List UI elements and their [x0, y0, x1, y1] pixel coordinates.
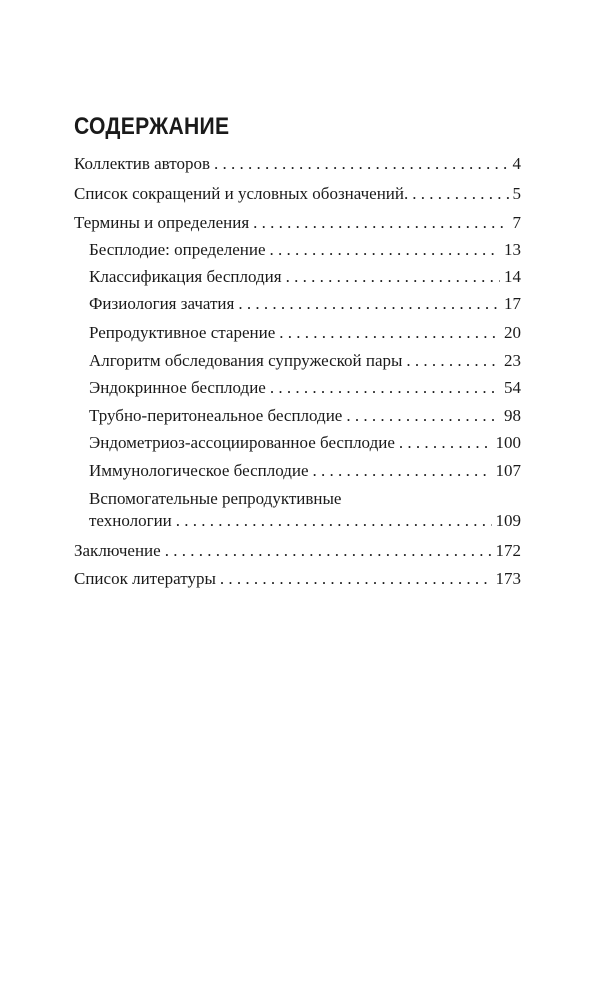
toc-subentry[interactable] [89, 432, 521, 454]
toc-title: СОДЕРЖАНИЕ [74, 113, 230, 140]
toc-entry-label: Классификация бесплодия [89, 267, 282, 286]
toc-entry-label: Список сокращений и условных обозначений. [74, 184, 409, 203]
toc-subentry[interactable] [89, 405, 521, 427]
toc-entry-page: 98 [504, 406, 521, 425]
toc-entry-row [89, 510, 521, 532]
toc-entry-page: 5 [512, 184, 521, 203]
toc-entry-label: Иммунологическое бесплодие [89, 461, 309, 480]
dot-leader [346, 405, 500, 427]
toc-entry-label: Трубно-перитонеальное бесплодие [89, 406, 343, 425]
dot-leader [176, 510, 492, 532]
toc-entry[interactable] [74, 153, 521, 175]
toc-entry[interactable] [74, 568, 521, 590]
toc-entry-label: Алгоритм обследования супружеской пары [89, 351, 403, 370]
dot-leader [286, 266, 500, 288]
toc-subentry[interactable] [89, 350, 521, 372]
toc-subentry[interactable] [89, 239, 521, 261]
toc-entry-page: 14 [504, 267, 521, 286]
toc-entry-page: 13 [504, 240, 521, 259]
toc-entry-page: 54 [504, 378, 521, 397]
dot-leader [270, 377, 500, 399]
toc-entry-label-line2: технологии [89, 511, 172, 530]
toc-subentry[interactable] [89, 266, 521, 288]
dot-leader [412, 183, 508, 205]
dot-leader [220, 568, 492, 590]
dot-leader [270, 239, 500, 261]
toc-entry-page: 172 [495, 541, 521, 560]
dot-leader [238, 293, 500, 315]
toc-entry[interactable] [74, 540, 521, 562]
toc-entry-label: Коллектив авторов [74, 154, 210, 173]
toc-entry-label: Эндометриоз-ассоциированное бесплодие [89, 433, 395, 452]
toc-entry-page: 23 [504, 351, 521, 370]
toc-subentry[interactable] [89, 377, 521, 399]
toc-entry-page: 4 [512, 154, 521, 173]
toc-entry-page: 7 [512, 213, 521, 232]
toc-entry-page: 173 [495, 569, 521, 588]
dot-leader [406, 350, 500, 372]
toc-entry-page: 100 [495, 433, 521, 452]
dot-leader [313, 460, 492, 482]
toc-subentry[interactable] [89, 322, 521, 344]
toc-entry-page: 109 [495, 511, 521, 530]
toc-entry-page: 17 [504, 294, 521, 313]
dot-leader [214, 153, 509, 175]
toc-entry-page: 20 [504, 323, 521, 342]
dot-leader [279, 322, 500, 344]
toc-subentry[interactable] [89, 293, 521, 315]
toc-entry-label: Заключение [74, 541, 161, 560]
toc-entry-label: Список литературы [74, 569, 216, 588]
dot-leader [399, 432, 492, 454]
dot-leader [165, 540, 492, 562]
dot-leader [253, 212, 508, 234]
toc-entry-label: Физиология зачатия [89, 294, 235, 313]
toc-entry-label: Термины и определения [74, 213, 250, 232]
toc-entry-label-line1: Вспомогательные репродуктивные [89, 489, 342, 508]
toc-subentry[interactable] [89, 460, 521, 482]
toc-entry-label: Эндокринное бесплодие [89, 378, 266, 397]
toc-entry-label: Репродуктивное старение [89, 323, 276, 342]
toc-entry[interactable] [74, 212, 521, 234]
toc-subentry[interactable] [89, 488, 521, 532]
toc-entry[interactable] [74, 183, 521, 205]
toc-entry-label: Бесплодие: определение [89, 240, 266, 259]
toc-entry-page: 107 [495, 461, 521, 480]
